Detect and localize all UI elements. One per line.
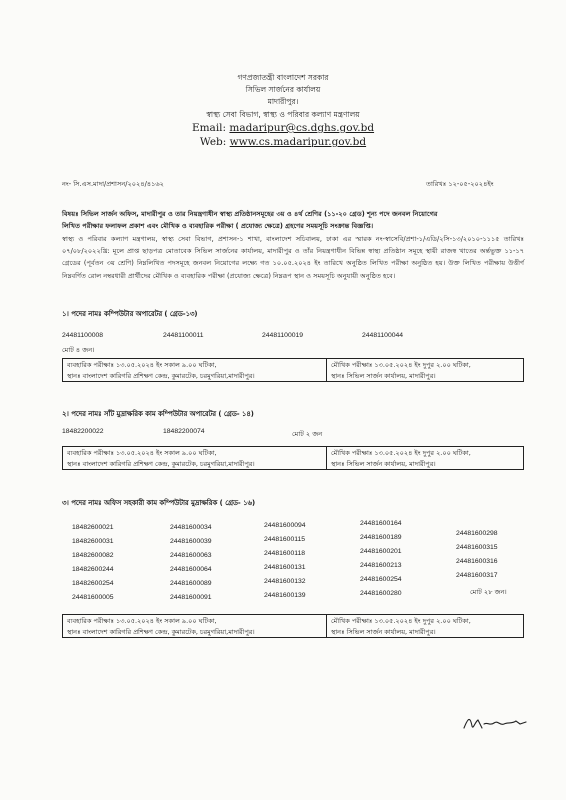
section-3-title: ৩। পদের নামঃ অফিস সহকারী কাম কম্পিউটার মুদ্রাক্ষরিক ( গ্রেড- ১৬) <box>62 499 256 507</box>
roll-number: 24481600298 <box>456 530 498 537</box>
practical-exam-place: স্থানঃ বাংলাদেশ কারিগরি প্রশিক্ষণ কেন্দ্র, কুমারটেক, চরমুগরিয়া,মাদারীপুর। <box>67 459 255 468</box>
practical-exam-cell <box>63 359 326 381</box>
section-3-total: মোট ২৮ জন। <box>470 588 507 596</box>
section-1-title: ১। পদের নামঃ কম্পিউটার অপারেটর ( গ্রেড-১৩) <box>62 310 198 318</box>
roll-number: 24481600063 <box>170 552 212 559</box>
subject-line-1: বিষয়ঃ সিভিল সার্জন অফিস, মাদারীপুর ও তার নিয়ন্ত্রণাধীন স্বাস্থ্য প্রতিষ্ঠানসমূহের ৩য় ও ৪র্থ শ্রেণির (১১-২০ গ্রেড) শূন্য পদে জনবল নিয়োগের <box>62 210 438 218</box>
section-1-schedule-box <box>62 358 524 382</box>
header-office: সিভিল সার্জনের কার্যালয় <box>245 85 321 94</box>
roll-number: 24481100008 <box>62 332 104 339</box>
viva-exam-cell <box>327 359 523 381</box>
practical-exam-time: ব্যবহারিক পরীক্ষাঃ ১৩.০৫.২০২৪ ইং সকাল ৯.০০ ঘটিকা, <box>67 617 217 625</box>
roll-number: 18482600082 <box>72 552 114 559</box>
roll-number: 24481600201 <box>360 548 402 555</box>
roll-number: 24481600164 <box>360 520 402 527</box>
roll-number: 24481100011 <box>163 332 204 339</box>
body-paragraph: স্বাস্থ্য ও পরিবার কল্যাণ মন্ত্রণালয়, স্বাস্থ্য সেবা বিভাগ, প্রশাসন-১ শাখা, বাংলাদেশ সচিবালয়, ঢাকা এর স্মারক নং-স্বাসেবি/প্রশা-১/এডি/২সি-১৩/২০১০-১১১৫ তারিখঃ ০৭/০৮/২০২২খ্রি: মূলে প্রাপ্ত ছাড়পত্র মোতাবেক সিভিল সার্জনের কার্যালয়, মাদারীপুর ও তাঁর নিয়ন্ত্রণাধীন বিভিন্ন স্বাস্থ্য প্রতিষ্ঠান সমূহে স্থায়ী রাজস্ব খাতের অর্ন্তভুক্ত ১১-১৭ গ্রেডের (পূর্বতন ৩য় শ্রেণি) নিম্নলিখিত পদসমূহে জনবল নিয়োগের লক্ষ্যে গত ১০.০৫.২০২৪ ইং তারিখে অনুষ্ঠিত লিখিত পরীক্ষা অনুষ্ঠিত হয়। উক্ত লিখিত পরীক্ষায় উত্তীর্ণ নিম্নবর্ণিত রোল নম্বরধারী প্রার্থীদের মৌখিক ও ব্যবহারিক পরীক্ষা (প্রযোজ্য ক্ষেত্রে) নিম্নরূপ স্থান ও সময়সূচি অনুযায়ী অনুষ্ঠিত হবে। <box>62 235 524 280</box>
section-2-schedule-box <box>62 446 524 470</box>
section-1-total: মোট ৪ জন। <box>62 346 95 354</box>
roll-number: 24481600280 <box>360 590 402 597</box>
practical-exam-cell <box>63 615 326 637</box>
roll-number: 24481600034 <box>170 524 212 531</box>
signature-mark <box>460 712 530 734</box>
memo-date: তারিখঃ ১২-০৫-২০২৪ইং <box>426 180 494 188</box>
roll-number: 24481600317 <box>456 572 498 579</box>
roll-number: 24481600189 <box>360 534 402 541</box>
roll-number: 24481600316 <box>456 558 498 565</box>
practical-exam-place: স্থানঃ বাংলাদেশ কারিগরি প্রশিক্ষণ কেন্দ্র, কুমারটেক, চরমুগরিয়া,মাদারীপুর। <box>67 627 255 636</box>
practical-exam-place: স্থানঃ বাংলাদেশ কারিগরি প্রশিক্ষণ কেন্দ্র, কুমারটেক, চরমুগরিয়া,মাদারীপুর। <box>67 371 255 380</box>
header-district: মাদারীপুর। <box>267 97 299 106</box>
roll-number: 18482600031 <box>72 538 114 545</box>
roll-number: 24481600089 <box>170 580 212 587</box>
viva-exam-time: মৌখিক পরীক্ষাঃ ১৩.০৫.২০২৪ ইং দুপুর ২.০০ ঘটিকা, <box>331 617 471 625</box>
roll-number: 24481600213 <box>360 562 402 569</box>
header-government: গণপ্রজাতন্ত্রী বাংলাদেশ সরকার <box>237 73 329 82</box>
roll-number: 18482200074 <box>163 428 205 435</box>
subject-line-2: লিখিত পরীক্ষার ফলাফল প্রকাশ এবং মৌখিক ও ব্যবহারিক পরীক্ষা ( প্রযোজ্য ক্ষেত্রে) গ্রহণের সময়সূচি সংক্রান্ত বিজ্ঞপ্তি। <box>62 222 374 230</box>
roll-number: 24481600131 <box>264 564 306 571</box>
viva-exam-place: স্থানঃ সিভিল সার্জন কার্যালয়, মাদারীপুর। <box>331 627 436 636</box>
web-label: Web: <box>199 136 230 148</box>
roll-number: 18482600021 <box>72 524 114 531</box>
roll-number: 24481100019 <box>262 332 304 339</box>
roll-number: 24481600091 <box>170 594 212 601</box>
roll-number: 24481600005 <box>72 594 114 601</box>
roll-number: 24481100044 <box>362 332 404 339</box>
viva-exam-cell <box>327 447 523 469</box>
email-link[interactable]: madaripur@cs.dghs.gov.bd <box>229 122 375 134</box>
roll-number: 24481600118 <box>264 550 306 557</box>
roll-number: 24481600254 <box>360 576 402 583</box>
viva-exam-place: স্থানঃ সিভিল সার্জন কার্যালয়, মাদারীপুর। <box>331 371 436 380</box>
roll-number: 18482600254 <box>72 580 114 587</box>
section-2-title: ২। পদের নামঃ সাঁট মুদ্রাক্ষরিক কাম কম্পিউটার অপারেটর ( গ্রেড- ১৪) <box>62 410 254 418</box>
roll-number: 24481600039 <box>170 538 212 545</box>
viva-exam-cell <box>327 615 523 637</box>
roll-number: 24481600115 <box>264 536 306 543</box>
section-2-total: মোট ২ জন <box>292 430 323 438</box>
practical-exam-time: ব্যবহারিক পরীক্ষাঃ ১৩.০৫.২০২৪ ইং সকাল ৯.০০ ঘটিকা, <box>67 449 217 457</box>
viva-exam-place: স্থানঃ সিভিল সার্জন কার্যালয়, মাদারীপুর। <box>331 459 436 468</box>
roll-number: 18482600244 <box>72 566 114 573</box>
viva-exam-time: মৌখিক পরীক্ষাঃ ১৩.০৫.২০২৪ ইং দুপুর ২.০০ ঘটিকা, <box>331 449 471 457</box>
viva-exam-time: মৌখিক পরীক্ষাঃ ১৩.০৫.২০২৪ ইং দুপুর ২.০০ ঘটিকা, <box>331 361 471 369</box>
roll-number: 24481600132 <box>264 578 306 585</box>
email-line <box>0 122 566 134</box>
practical-exam-cell <box>63 447 326 469</box>
web-line <box>0 136 566 148</box>
memo-number: নং- সি.এস.মাদা/প্রশাসন/২০২৪/৪১৬২ <box>62 180 164 188</box>
roll-number: 24481600064 <box>170 566 212 573</box>
email-label: Email: <box>191 122 230 134</box>
practical-exam-time: ব্যবহারিক পরীক্ষাঃ ১৩.০৫.২০২৪ ইং সকাল ৯.০০ ঘটিকা, <box>67 361 217 369</box>
section-3-schedule-box <box>62 614 524 638</box>
roll-number: 24481600139 <box>264 592 306 599</box>
roll-number: 24481600315 <box>456 544 498 551</box>
web-link[interactable]: www.cs.madaripur.gov.bd <box>229 136 367 148</box>
header-ministry: স্বাস্থ্য সেবা বিভাগ, স্বাস্থ্য ও পরিবার কল্যাণ মন্ত্রণালয় <box>206 110 360 119</box>
roll-number: 18482200022 <box>62 428 104 435</box>
roll-number: 24481600094 <box>264 522 306 529</box>
